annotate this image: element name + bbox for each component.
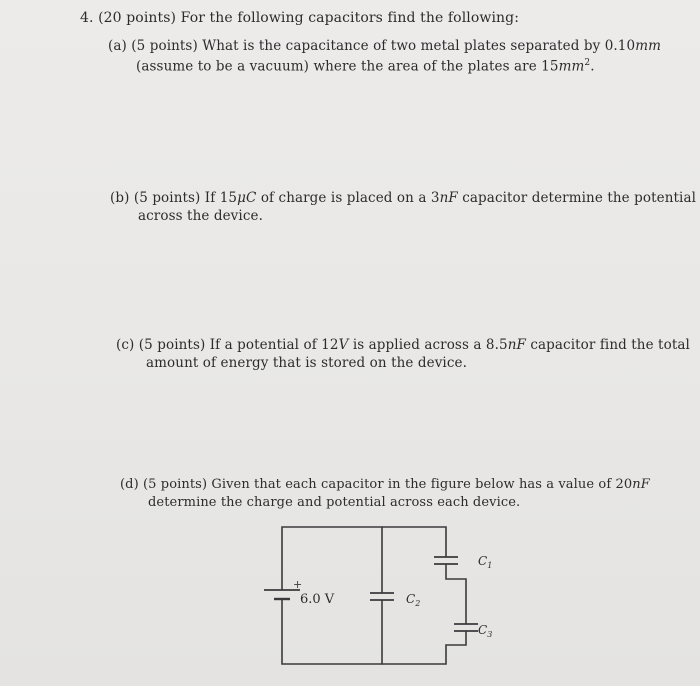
capacitor-c3-symbol (454, 624, 478, 631)
capacitor-c2-symbol (370, 593, 394, 600)
circuit-wire-right-mid (446, 564, 466, 624)
part-a-line-2: (assume to be a vacuum) where the area of the plates are $15mm^2$. (136, 58, 595, 75)
capacitor-c1-label: $C_1$ (478, 554, 493, 570)
capacitor-c2-label: $C_2$ (406, 592, 421, 608)
problem-title: 4. (20 points) For the following capacitors find the following: (80, 10, 520, 26)
part-c-line-1: (c) (5 points) If a potential of 12V is applied across a 8.5nF capacitor find the total (116, 337, 690, 353)
capacitor-c3-label: $C_3$ (478, 623, 493, 639)
circuit-wire-left-bottom (282, 600, 382, 664)
circuit-wire-right-bottom (382, 631, 466, 664)
battery-voltage-label: 6.0 V (300, 592, 335, 607)
battery-symbol (264, 590, 300, 599)
battery-plus-sign: + (293, 578, 303, 591)
part-d-line-2: determine the charge and potential across each device. (148, 495, 521, 510)
circuit-wire-right (382, 527, 446, 557)
part-b-line-2: across the device. (138, 208, 263, 224)
capacitor-c1-symbol (434, 557, 458, 564)
part-c-line-2: amount of energy that is stored on the device. (146, 355, 467, 371)
part-a-line-1: (a) (5 points) What is the capacitance of two metal plates separated by 0.10mm (108, 38, 661, 54)
part-d-line-1: (d) (5 points) Given that each capacitor in the figure below has a value of 20nF (120, 477, 650, 492)
part-b-line-1: (b) (5 points) If 15μC of charge is placed on a 3nF capacitor determine the potential (110, 190, 697, 206)
